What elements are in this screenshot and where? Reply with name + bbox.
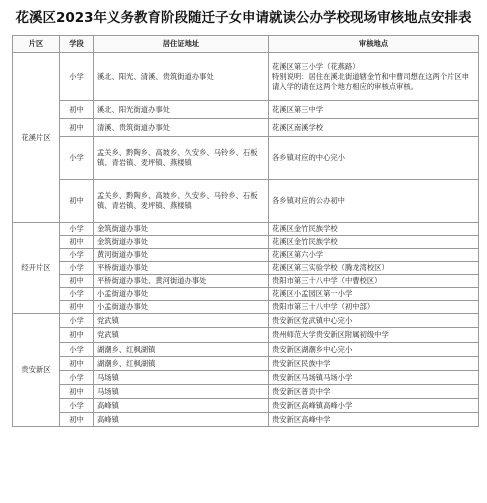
venue-cell: 贵安新区高峰镇高峰小学	[269, 399, 479, 413]
table-row	[13, 385, 479, 399]
district-cell: 花溪片区	[13, 53, 60, 223]
table-row	[13, 357, 479, 371]
stage-cell: 小学	[60, 288, 94, 301]
table-row	[13, 275, 479, 288]
venue-cell: 花溪区第六小学	[269, 249, 479, 262]
venue-cell: 贵安新区马场镇马场小学	[269, 371, 479, 385]
table-header-row	[13, 36, 479, 53]
header-venue: 审核地点	[269, 36, 479, 53]
schedule-table	[12, 35, 479, 427]
address-cell: 党武镇	[94, 328, 269, 343]
stage-cell: 初中	[60, 180, 94, 223]
table-row	[13, 236, 479, 249]
venue-cell: 花溪区小孟园区第一小学	[269, 288, 479, 301]
district-cell: 经开片区	[13, 223, 60, 314]
table-row	[13, 180, 479, 223]
table-row	[13, 262, 479, 275]
address-cell: 孟关乡、黔陶乡、高坡乡、久安乡、马铃乡、石板镇、青岩镇、麦坪镇、燕楼镇	[94, 137, 269, 180]
venue-cell: 花溪区南溪学校	[269, 119, 479, 137]
venue-cell: 花溪区第三小学（花燕路） 特别说明：居住在溪北街道辖金竹和中曹司想在这两个片区申请入学的请在这两个地方相应的审核点审核。	[269, 53, 479, 101]
address-cell: 溪北、阳光、清溪、贵筑街道办事处	[94, 53, 269, 101]
address-cell: 湖潮乡、红枫湖镇	[94, 357, 269, 371]
venue-cell: 花溪区第三实验学校（腾龙湾校区）	[269, 262, 479, 275]
header-address: 居住证地址	[94, 36, 269, 53]
table-row	[13, 399, 479, 413]
venue-cell: 各乡镇对应的公办初中	[269, 180, 479, 223]
stage-cell: 初中	[60, 385, 94, 399]
venue-cell: 贵安新区湖潮乡中心完小	[269, 343, 479, 357]
stage-cell: 小学	[60, 223, 94, 236]
venue-cell: 贵安新区党武镇中心完小	[269, 314, 479, 328]
address-cell: 黄河街道办事处	[94, 249, 269, 262]
address-cell: 平桥街道办事处、黄河街道办事处	[94, 275, 269, 288]
address-cell: 高峰镇	[94, 413, 269, 427]
table-row	[13, 288, 479, 301]
table-row	[13, 413, 479, 427]
venue-cell: 贵安新区高峰中学	[269, 413, 479, 427]
stage-cell: 小学	[60, 249, 94, 262]
address-cell: 湖潮乡、红枫湖镇	[94, 343, 269, 357]
stage-cell: 小学	[60, 314, 94, 328]
address-cell: 金筑街道办事处	[94, 236, 269, 249]
venue-cell: 花溪区第三中学	[269, 101, 479, 119]
stage-cell: 初中	[60, 357, 94, 371]
table-row	[13, 137, 479, 180]
venue-cell: 各乡镇对应的中心完小	[269, 137, 479, 180]
stage-cell: 初中	[60, 236, 94, 249]
page-title: 花溪区2023年义务教育阶段随迁子女申请就读公办学校现场审核地点安排表	[15, 10, 472, 26]
address-cell: 党武镇	[94, 314, 269, 328]
table-row	[13, 223, 479, 236]
table-row	[13, 343, 479, 357]
address-cell: 金筑街道办事处	[94, 223, 269, 236]
table-row	[13, 249, 479, 262]
venue-cell: 贵安新区民族中学	[269, 357, 479, 371]
venue-cell: 花溪区金竹民族学校	[269, 236, 479, 249]
stage-cell: 小学	[60, 371, 94, 385]
stage-cell: 小学	[60, 137, 94, 180]
table-body	[13, 53, 479, 427]
address-cell: 马场镇	[94, 385, 269, 399]
stage-cell: 初中	[60, 328, 94, 343]
stage-cell: 小学	[60, 262, 94, 275]
table-row	[13, 101, 479, 119]
stage-cell: 初中	[60, 301, 94, 314]
venue-cell: 花溪区金竹民族学校	[269, 223, 479, 236]
stage-cell: 小学	[60, 343, 94, 357]
address-cell: 马场镇	[94, 371, 269, 385]
stage-cell: 初中	[60, 101, 94, 119]
table-row	[13, 328, 479, 343]
venue-cell: 贵阳市第三十八中学（初中部）	[269, 301, 479, 314]
header-district: 片区	[13, 36, 60, 53]
stage-cell: 初中	[60, 119, 94, 137]
stage-cell: 小学	[60, 53, 94, 101]
venue-cell: 贵阳市第三十八中学（中曹校区）	[269, 275, 479, 288]
table-row	[13, 53, 479, 101]
venue-cell: 贵州师范大学贵安新区附属初级中学	[269, 328, 479, 343]
district-cell: 贵安新区	[13, 314, 60, 427]
stage-cell: 小学	[60, 399, 94, 413]
address-cell: 平桥街道办事处	[94, 262, 269, 275]
address-cell: 孟关乡、黔陶乡、高坡乡、久安乡、马铃乡、石板镇、青岩镇、麦坪镇、燕楼镇	[94, 180, 269, 223]
address-cell: 溪北、阳光街道办事处	[94, 101, 269, 119]
table-row	[13, 314, 479, 328]
header-stage: 学段	[60, 36, 94, 53]
venue-cell: 贵安新区普贡中学	[269, 385, 479, 399]
table-row	[13, 301, 479, 314]
address-cell: 小孟街道办事处	[94, 288, 269, 301]
address-cell: 高峰镇	[94, 399, 269, 413]
table-row	[13, 119, 479, 137]
stage-cell: 初中	[60, 275, 94, 288]
stage-cell: 初中	[60, 413, 94, 427]
address-cell: 小孟街道办事处	[94, 301, 269, 314]
address-cell: 清溪、贵筑街道办事处	[94, 119, 269, 137]
table-row	[13, 371, 479, 385]
